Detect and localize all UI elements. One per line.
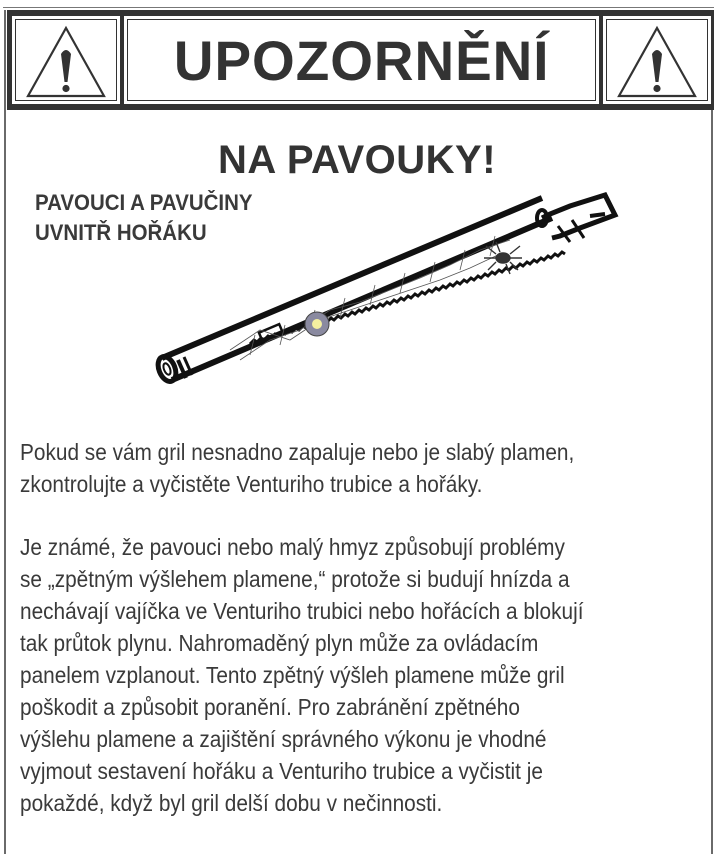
title-box [124, 16, 599, 104]
paragraph-line: pokaždé, když byl gril delší dobu v nečinnosti. [20, 790, 443, 816]
paragraph-line: poškodit a způsobit poranění. Pro zabránění zpětného [20, 694, 520, 720]
warning-triangle-icon [12, 16, 120, 104]
frame-border-right [711, 10, 713, 854]
paragraph-line: nechávají vajíčka ve Venturiho trubici nebo hořácích a blokují [20, 598, 584, 624]
paragraph-2 [20, 531, 644, 819]
warning-box-left [12, 16, 120, 104]
frame-border-left [4, 10, 6, 854]
caption-line: UVNITŘ HOŘÁKU [35, 220, 207, 245]
paragraph-line: tak průtok plynu. Nahromaděný plyn může za ovládacím [20, 630, 539, 656]
subtitle: NA PAVOUKY! [217, 138, 497, 182]
warning-triangle-icon [603, 16, 711, 104]
paragraph-line: panelem vzplanout. Tento zpětný výšleh plamene může gril [20, 662, 565, 688]
paragraph-1 [20, 436, 644, 500]
paragraph-line: se „zpětným výšlehem plamene,“ protože si budují hnízda a [20, 566, 570, 592]
warning-title: UPOZORNĚNÍ [173, 28, 550, 92]
paragraph-line: výšlehu plamene a zajištění správného výkonu je vhodné [20, 726, 547, 752]
paragraph-line: Je známé, že pavouci nebo malý hmyz způsobují problémy [20, 534, 565, 560]
warning-box-right [603, 16, 711, 104]
frame-border-top [3, 7, 714, 8]
warning-header [7, 10, 714, 110]
paragraph-line: Pokud se vám gril nesnadno zapaluje nebo je slabý plamen, [20, 439, 575, 465]
paragraph-line: zkontrolujte a vyčistěte Venturiho trubice a hořáky. [20, 471, 483, 497]
caption-line: PAVOUCI A PAVUČINY [35, 190, 253, 215]
burner-tube-icon [150, 180, 630, 400]
paragraph-line: vyjmout sestavení hořáku a Venturiho trubice a vyčistit je [20, 758, 543, 784]
